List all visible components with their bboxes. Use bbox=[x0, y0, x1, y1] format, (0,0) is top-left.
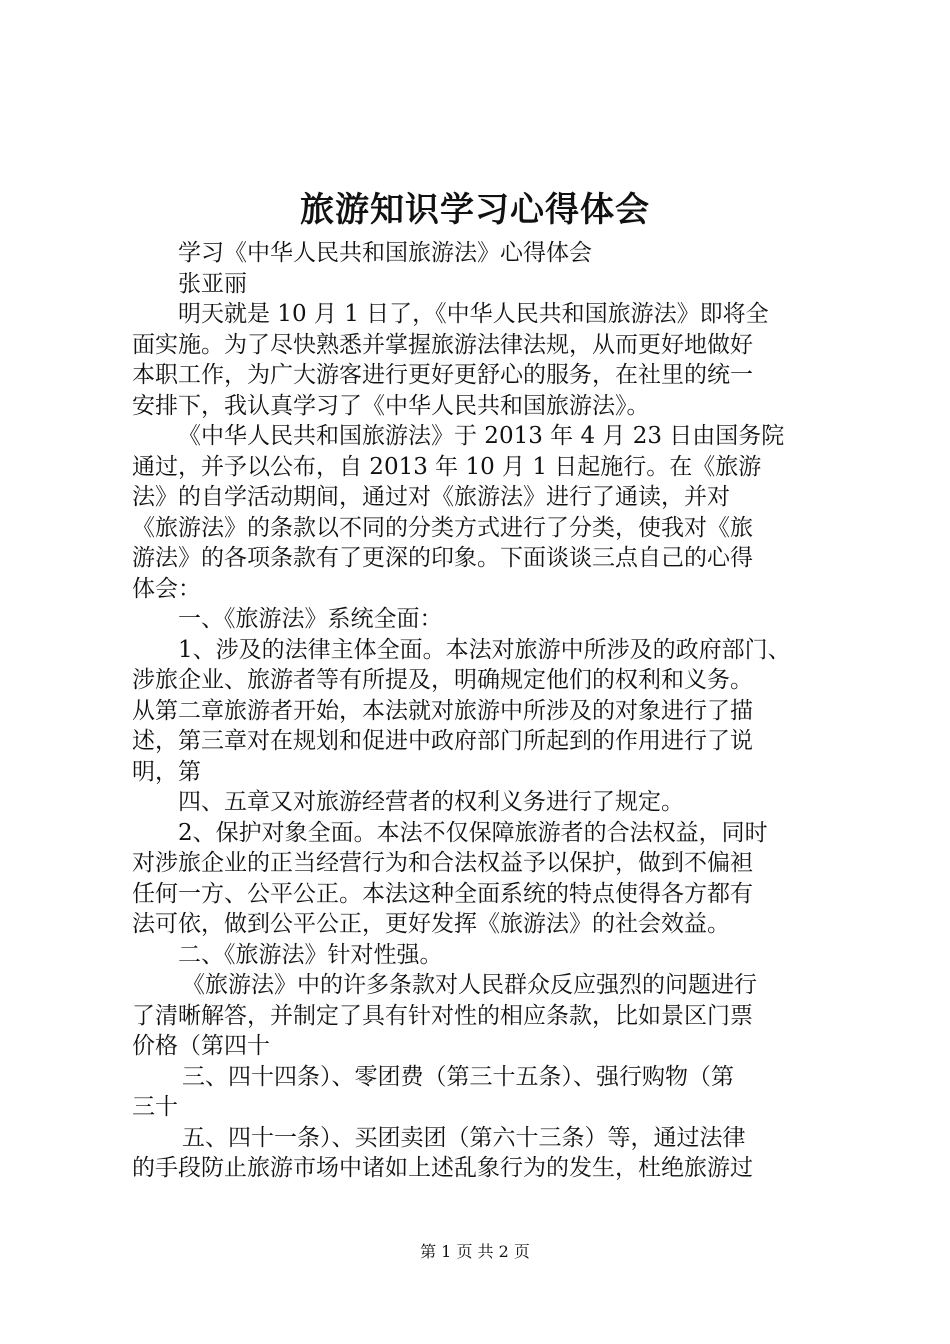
text-line: 体会： bbox=[132, 575, 201, 602]
page-footer: 第 1 页 共 2 页 bbox=[420, 1242, 530, 1261]
text-line: 《旅游法》的条款以不同的分类方式进行了分类，使我对《旅 bbox=[132, 514, 753, 541]
text-line: 三、四十四条）、零团费（第三十五条）、强行购物（第 bbox=[182, 1063, 734, 1090]
text-line: 从第二章旅游者开始，本法就对旅游中所涉及的对象进行了描 bbox=[132, 697, 753, 724]
text-line: 张亚丽 bbox=[178, 270, 247, 297]
document-title: 旅游知识学习心得体会 bbox=[300, 190, 650, 230]
text-line: 《旅游法》中的许多条款对人民群众反应强烈的问题进行 bbox=[182, 972, 757, 998]
text-line: 《中华人民共和国旅游法》于 2013 年 4 月 23 日由国务院 bbox=[178, 423, 785, 449]
text-line: 通过，并予以公布，自 2013 年 10 月 1 日起施行。在《旅游 bbox=[132, 453, 762, 480]
text-line: 了清晰解答，并制定了具有针对性的相应条款，比如景区门票 bbox=[132, 1002, 753, 1029]
text-line: 涉旅企业、旅游者等有所提及，明确规定他们的权利和义务。 bbox=[132, 667, 753, 693]
text-line: 本职工作，为广大游客进行更好更舒心的服务，在社里的统一 bbox=[132, 362, 753, 388]
text-line: 面实施。为了尽快熟悉并掌握旅游法律法规，从而更好地做好 bbox=[132, 331, 753, 358]
text-line: 价格（第四十 bbox=[132, 1033, 270, 1059]
text-line: 法可依，做到公平公正，更好发挥《旅游法》的社会效益。 bbox=[132, 911, 730, 937]
text-line: 四、五章又对旅游经营者的权利义务进行了规定。 bbox=[178, 789, 684, 815]
text-line: 对涉旅企业的正当经营行为和合法权益予以保护，做到不偏袒 bbox=[132, 850, 753, 876]
text-line: 安排下，我认真学习了《中华人民共和国旅游法》。 bbox=[132, 392, 650, 419]
text-line: 的手段防止旅游市场中诸如上述乱象行为的发生，杜绝旅游过 bbox=[132, 1155, 753, 1181]
text-line: 游法》的各项条款有了更深的印象。下面谈谈三点自己的心得 bbox=[132, 545, 753, 571]
text-line: 任何一方、公平公正。本法这种全面系统的特点使得各方都有 bbox=[132, 880, 753, 907]
text-line: 法》的自学活动期间，通过对《旅游法》进行了通读，并对 bbox=[132, 484, 730, 510]
text-line: 1、涉及的法律主体全面。本法对旅游中所涉及的政府部门、 bbox=[178, 636, 791, 663]
text-line: 明，第 bbox=[132, 758, 201, 785]
text-line: 述，第三章对在规划和促进中政府部门所起到的作用进行了说 bbox=[132, 728, 753, 754]
text-line: 明天就是 10 月 1 日了，《中华人民共和国旅游法》即将全 bbox=[178, 301, 769, 327]
text-line: 三十 bbox=[132, 1094, 178, 1120]
text-line: 一、《旅游法》系统全面： bbox=[178, 606, 443, 632]
text-line: 2、保护对象全面。本法不仅保障旅游者的合法权益，同时 bbox=[178, 819, 768, 846]
document-body bbox=[132, 238, 832, 1184]
text-line: 学习《中华人民共和国旅游法》心得体会 bbox=[178, 240, 592, 266]
text-line: 五、四十一条）、买团卖团（第六十三条）等，通过法律 bbox=[182, 1124, 746, 1151]
text-line: 二、《旅游法》针对性强。 bbox=[178, 941, 443, 968]
